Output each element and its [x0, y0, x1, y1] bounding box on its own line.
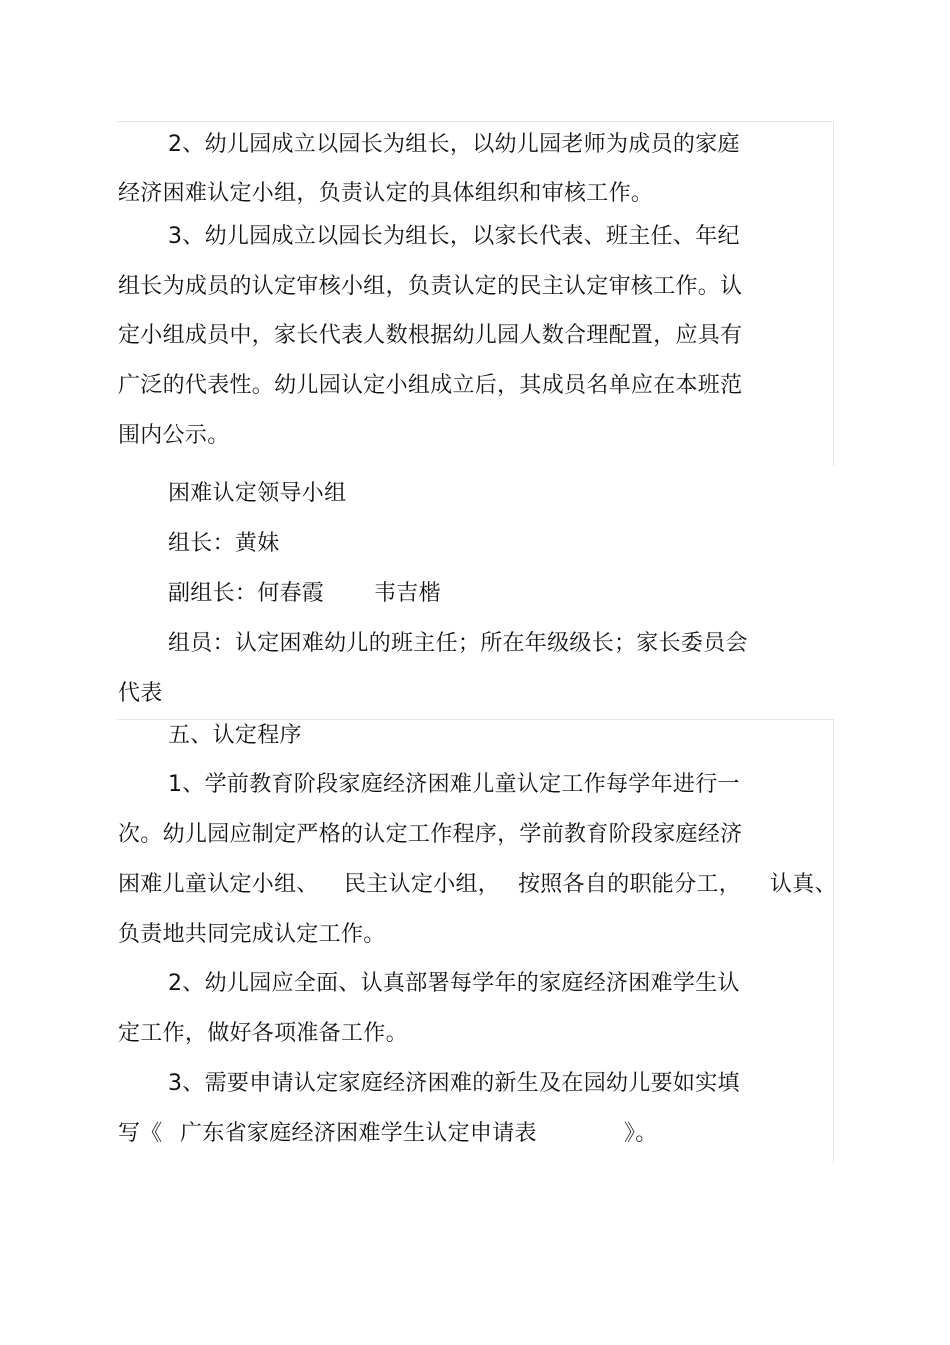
- paragraph-line: 2、幼儿园成立以园长为组长，以幼儿园老师为成员的家庭: [168, 132, 740, 157]
- group-heading: 困难认定领导小组: [168, 481, 347, 506]
- deputy-leader-first: 副组长：何春霞: [168, 581, 325, 606]
- paragraph-line: 定小组成员中，家长代表人数根据幼儿园人数合理配置，应具有: [118, 323, 743, 348]
- text-segment: 》。: [624, 1121, 658, 1146]
- paragraph-line: 定工作，做好各项准备工作。: [118, 1021, 408, 1046]
- paragraph-line: 广泛的代表性。幼儿园认定小组成立后，其成员名单应在本班范: [118, 373, 743, 398]
- text-segment: 写《: [118, 1121, 163, 1146]
- members-line: 组员：认定困难幼儿的班主任；所在年级级长；家长委员会: [168, 631, 748, 656]
- deputy-leader-line: [168, 580, 568, 608]
- paragraph-line: 2、幼儿园应全面、认真部署每学年的家庭经济困难学生认: [168, 971, 740, 996]
- text-segment: 民主认定小组，: [344, 872, 501, 897]
- paragraph-line: 经济困难认定小组，负责认定的具体组织和审核工作。: [118, 181, 654, 206]
- paragraph-line: 1、学前教育阶段家庭经济困难儿童认定工作每学年进行一: [168, 772, 740, 797]
- paragraph-line: 3、幼儿园成立以园长为组长，以家长代表、班主任、年纪: [168, 224, 740, 249]
- deputy-leader-second: 韦吉楷: [374, 581, 441, 606]
- paragraph-line: 3、需要申请认定家庭经济困难的新生及在园幼儿要如实填: [168, 1071, 740, 1096]
- form-name: 广东省家庭经济困难学生认定申请表: [180, 1121, 537, 1146]
- paragraph-line: 组长为成员的认定审核小组，负责认定的民主认定审核工作。认: [118, 274, 743, 299]
- paragraph-line: 次。幼儿园应制定严格的认定工作程序，学前教育阶段家庭经济: [118, 822, 743, 847]
- text-segment: 按照各自的职能分工，: [518, 872, 742, 897]
- text-segment: 困难儿童认定小组、: [118, 872, 319, 897]
- paragraph-line-spaced: [118, 871, 838, 899]
- leader-line: 组长：黄妹: [168, 531, 280, 556]
- paragraph-line-form: [118, 1120, 718, 1148]
- paragraph-line: 围内公示。: [118, 423, 230, 448]
- paragraph-line: 负责地共同完成认定工作。: [118, 922, 386, 947]
- members-line-cont: 代表: [118, 681, 163, 706]
- section-heading: 五、认定程序: [168, 723, 302, 748]
- text-segment: 认真、: [770, 872, 837, 897]
